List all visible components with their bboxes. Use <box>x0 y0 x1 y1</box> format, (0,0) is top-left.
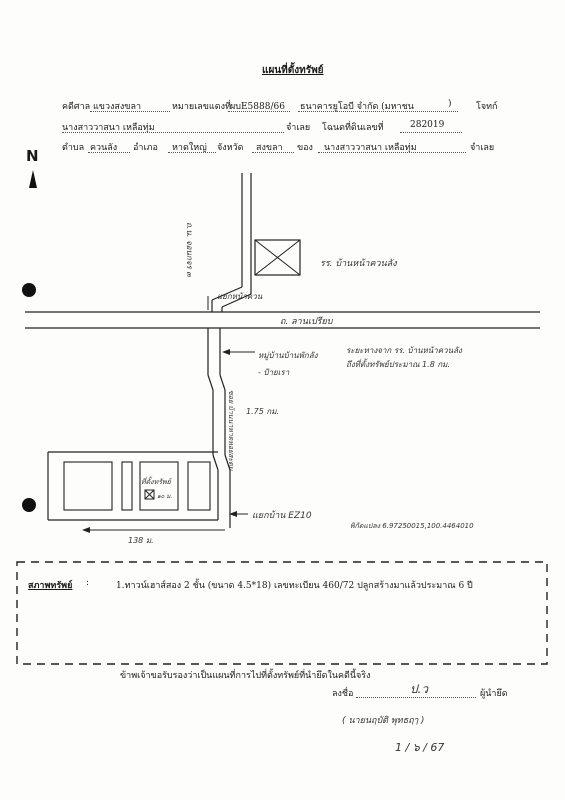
case-value: ผบE5888/66 <box>230 102 285 112</box>
signature: ป.ว <box>410 682 429 696</box>
owner-label: ของ <box>297 143 313 153</box>
junction-label: แยกหน้าควน <box>217 292 263 301</box>
plaintiff-label: โจทก์ <box>476 102 498 112</box>
village-label-2: - ป้ายเรา <box>258 368 290 377</box>
deed-label: โฉนดที่ดินเลขที่ <box>322 123 384 133</box>
printed-name: ( นายนฤบัติ พุทธฤๅ ) <box>342 716 425 726</box>
house-number: ๑๐ ม. <box>157 493 173 500</box>
school-label: รร. บ้านหน้าควนลัง <box>320 259 397 269</box>
north-label: N <box>26 147 39 165</box>
property-description: 1.ทาวน์เฮาส์สอง 2 ชั้น (ขนาด 4.5*18) เลขทะเบียน 460/72 ปลูกสร้างมาแล้วประมาณ 6 ปี <box>116 581 473 591</box>
entrance-label: แยกบ้าน EZ10 <box>252 511 312 521</box>
plaintiff-close: ) <box>448 99 452 109</box>
sign-label: ลงชื่อ <box>332 689 354 699</box>
north-arrow-icon <box>29 170 37 188</box>
subdistrict-value: ควนลัง <box>90 143 118 153</box>
property-label: สภาพทรัพย์ <box>28 581 73 591</box>
village-label-1: หมู่บ้านบ้านพักลัง <box>258 351 318 360</box>
district-label: อำเภอ <box>133 143 158 153</box>
defendant-label: จำเลย <box>286 123 311 133</box>
main-road-label: ถ. ลานเปรียบ <box>280 317 333 327</box>
subdistrict-label: ตำบล <box>62 143 85 153</box>
owner-value: นางสาววาสนา เหลือทุ่ม <box>324 143 417 153</box>
province-value: สงขลา <box>256 143 283 153</box>
role-label: ผู้นำยึด <box>480 689 508 699</box>
document-title: แผนที่ตั้งทรัพย์ <box>262 65 324 76</box>
house-label: ที่ตั้งทรัพย์ <box>141 478 171 486</box>
case-label: หมายเลขแดงที่ <box>172 102 231 112</box>
court-label: คดีศาล <box>62 102 91 112</box>
coordinates: พิกัดแปลง 6.97250015,100.4464010 <box>350 522 474 530</box>
side-distance-label: 138 ม. <box>128 536 154 545</box>
road-vertical-label: ถ.น. จอนกจร ๓ <box>185 222 194 277</box>
distance-note-2: ถึงที่ตั้งทรัพย์ประมาณ 1.8 กม. <box>346 360 450 369</box>
distance-label: 1.75 กม. <box>246 407 280 416</box>
soi-label: ซอย บ้านนาหาดหอยสะดม <box>227 390 235 471</box>
deed-value: 282019 <box>410 120 445 130</box>
sign-date: 1 / ๖ / 67 <box>395 741 445 754</box>
district-value: หาดใหญ่ <box>172 143 207 153</box>
certify-text: ข้าพเจ้าขอรับรองว่าเป็นแผนที่การไปที่ตั้งทรัพย์ที่นำยึดในคดีนี้จริง <box>120 671 371 681</box>
property-colon: : <box>86 578 90 588</box>
defendant-value: นางสาววาสนา เหลือทุ่ม <box>62 123 155 133</box>
court-value: แขวงสงขลา <box>93 102 142 112</box>
province-label: จังหวัด <box>217 143 244 153</box>
plaintiff-value: ธนาคารยูโอบี จำกัด (มหาชน <box>300 102 414 112</box>
owner-role: จำเลย <box>470 143 495 153</box>
distance-note-1: ระยะทางจาก รร. บ้านหน้าควนลัง <box>346 346 462 355</box>
